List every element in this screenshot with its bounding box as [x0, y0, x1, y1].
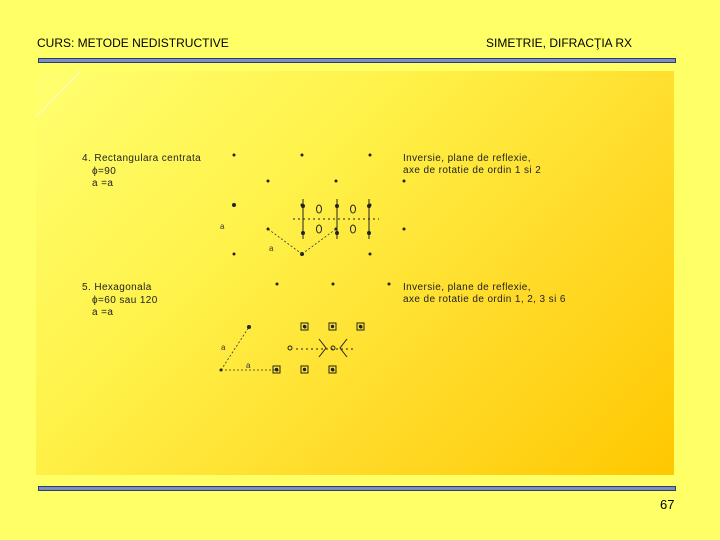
section5-label-a1: a [246, 361, 251, 370]
section4-description-line2: axe de rotatie de ordin 1 si 2 [403, 165, 542, 176]
section5-title: 5. Hexagonala [82, 282, 152, 293]
course-title: CURS: METODE NEDISTRUCTIVE [37, 36, 229, 50]
top-divider [38, 58, 676, 63]
section4-title: 4. Rectangulara centrata [82, 153, 202, 164]
section4-relation: a =a [92, 178, 114, 189]
page-number: 67 [660, 497, 675, 512]
section5-phi: ϕ=60 sau 120 [92, 295, 158, 306]
section4-phi: ϕ=90 [92, 166, 117, 177]
section4-label-a1: a [269, 244, 274, 253]
content-panel [36, 71, 674, 475]
slide-title: SIMETRIE, DIFRACŢIA RX [486, 36, 633, 50]
hex-symmetry-pattern [273, 323, 364, 373]
bottom-divider [38, 486, 676, 491]
rect-symmetry-pattern [293, 199, 379, 239]
section4-label-a2: a [220, 222, 225, 231]
lattice-diagrams [36, 71, 674, 475]
section5-relation: a =a [92, 307, 114, 318]
section5-description-line2: axe de rotatie de ordin 1, 2, 3 si 6 [403, 294, 566, 305]
section5-label-a2: a [221, 343, 226, 352]
decor-line [36, 71, 81, 117]
section4-description-line1: Inversie, plane de reflexie, [403, 153, 531, 164]
section5-description-line1: Inversie, plane de reflexie, [403, 282, 531, 293]
